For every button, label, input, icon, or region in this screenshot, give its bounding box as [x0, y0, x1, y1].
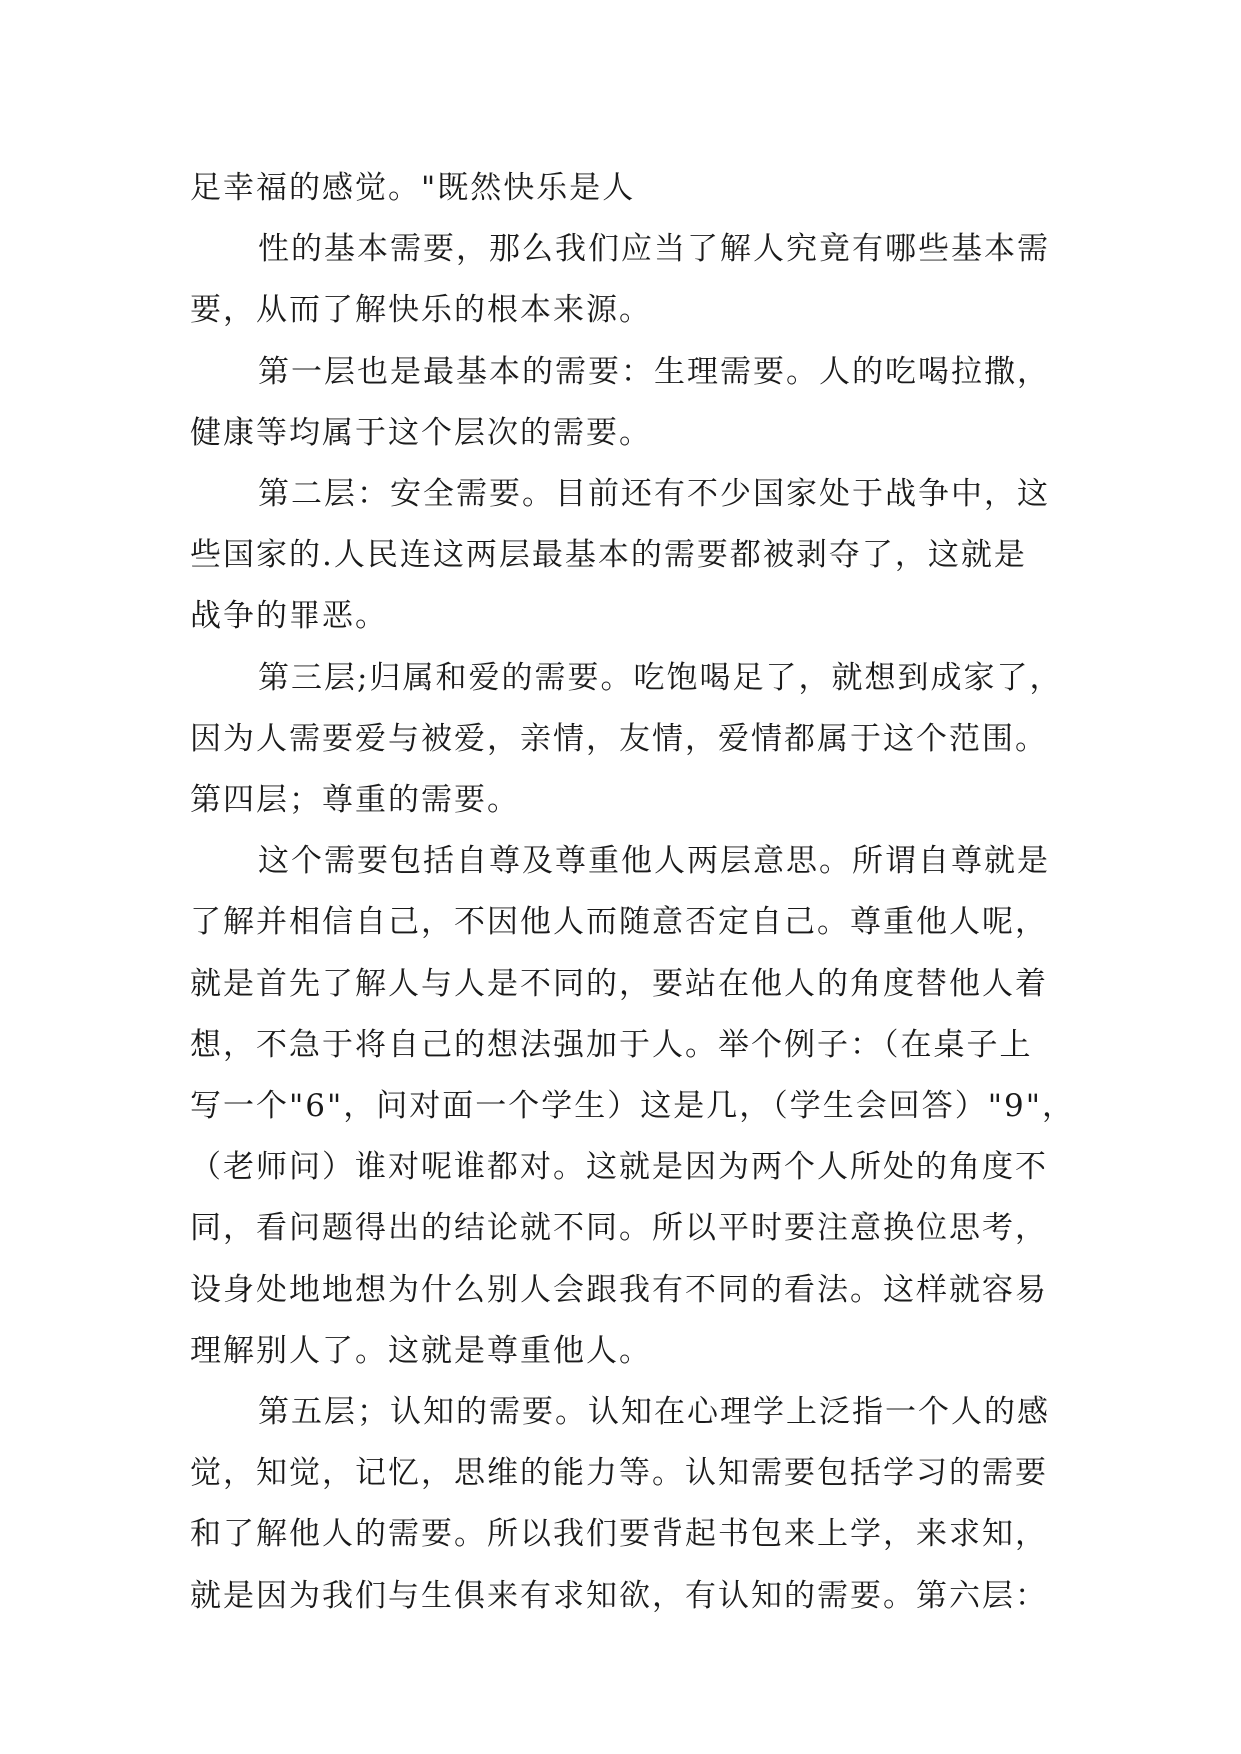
text-line: 性的基本需要，那么我们应当了解人究竟有哪些基本需	[258, 231, 1050, 268]
text-line: 因为人需要爱与被爱，亲情，友情，爱情都属于这个范围。	[190, 720, 1048, 757]
text-line: 足幸福的感觉。"既然快乐是人	[190, 170, 636, 206]
text-line: 战争的罪恶。	[190, 598, 388, 635]
text-line: 和了解他人的需要。所以我们要背起书包来上学，来求知，	[190, 1516, 1048, 1553]
text-line: 第二层：安全需要。目前还有不少国家处于战争中，这	[258, 476, 1050, 513]
text-line: 些国家的.人民连这两层最基本的需要都被剥夺了，这就是	[190, 537, 1027, 574]
text-line: 第三层;归属和爱的需要。吃饱喝足了，就想到成家了，	[258, 659, 1063, 696]
text-line: 第四层；尊重的需要。	[190, 782, 520, 819]
text-line: 了解并相信自己，不因他人而随意否定自己。尊重他人呢，	[190, 904, 1048, 941]
text-line: 第一层也是最基本的需要：生理需要。人的吃喝拉撒，	[258, 353, 1050, 390]
text-line: 要，从而了解快乐的根本来源。	[190, 292, 652, 329]
text-line: 想，不急于将自己的想法强加于人。举个例子：（在桌子上	[190, 1026, 1033, 1063]
text-line: （老师问）谁对呢谁都对。这就是因为两个人所处的角度不	[190, 1149, 1048, 1186]
text-line: 就是因为我们与生俱来有求知欲，有认知的需要。第六层：	[190, 1577, 1048, 1614]
text-line: 同，看问题得出的结论就不同。所以平时要注意换位思考，	[190, 1210, 1048, 1247]
text-line: 觉，知觉，记忆，思维的能力等。认知需要包括学习的需要	[190, 1455, 1048, 1492]
text-line: 这个需要包括自尊及尊重他人两层意思。所谓自尊就是	[258, 843, 1050, 880]
text-line: 设身处地地想为什么别人会跟我有不同的看法。这样就容易	[190, 1271, 1048, 1308]
document-body	[190, 158, 1080, 1627]
text-line: 就是首先了解人与人是不同的，要站在他人的角度替他人着	[190, 965, 1048, 1002]
text-line: 理解别人了。这就是尊重他人。	[190, 1332, 652, 1369]
text-line: 健康等均属于这个层次的需要。	[190, 414, 652, 451]
text-line: 第五层；认知的需要。认知在心理学上泛指一个人的感	[258, 1394, 1050, 1431]
text-line: 写一个"6"，问对面一个学生）这是几，（学生会回答）"9"，	[190, 1088, 1075, 1125]
